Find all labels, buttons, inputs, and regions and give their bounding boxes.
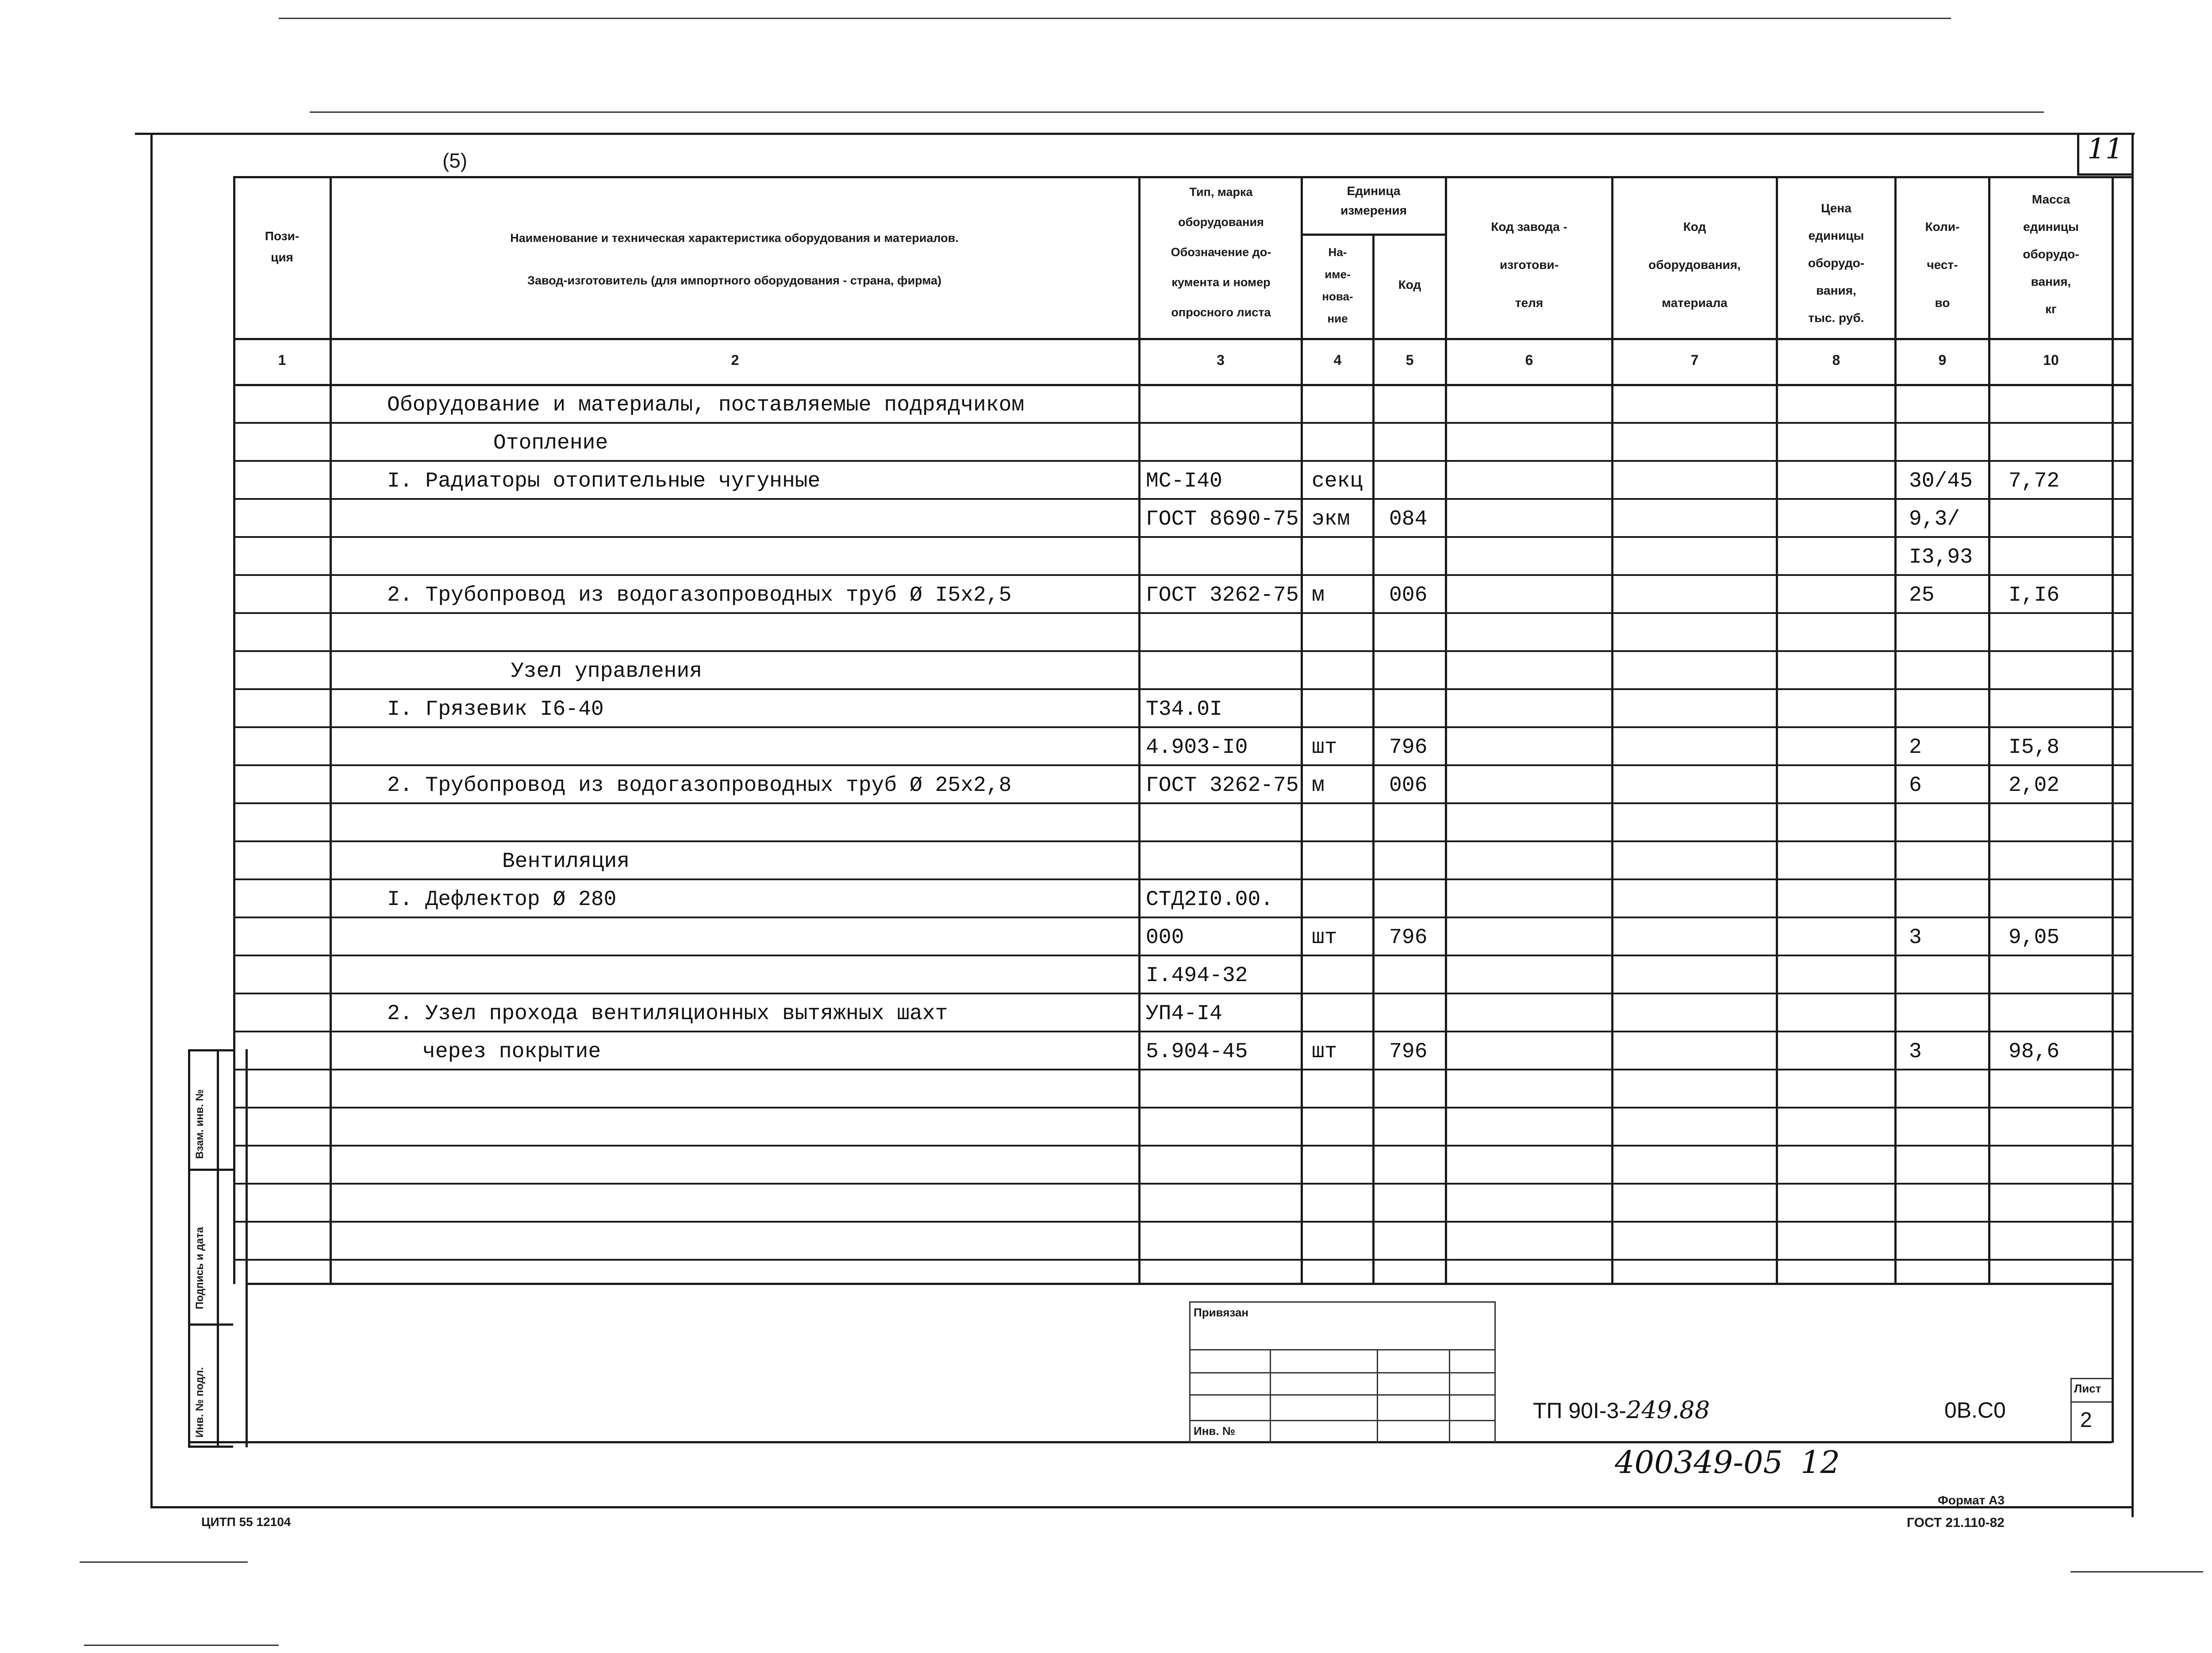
- row-unit-code: 006: [1389, 583, 1428, 607]
- row-line: [233, 422, 2134, 424]
- row-name: Узел управления: [511, 660, 703, 683]
- row-name: Отопление: [493, 431, 608, 455]
- row-name: Оборудование и материалы, поставляемые подрядчиком: [387, 393, 1025, 417]
- sheet-number: 2: [2080, 1408, 2092, 1432]
- row-mass: I5,8: [2008, 736, 2060, 759]
- gost-label: ГОСТ 21.110-82: [1907, 1515, 2005, 1530]
- privyazan-label: Привязан: [1194, 1306, 1249, 1319]
- row-unit: секц: [1312, 469, 1363, 493]
- corner-box-left: [2077, 133, 2079, 175]
- header-equipment-code: Код оборудования, материала: [1648, 220, 1741, 310]
- column-number: 3: [1217, 352, 1225, 368]
- row-type: I.494-32: [1146, 964, 1248, 988]
- row-line: [233, 1107, 2134, 1108]
- handwritten-number-2: 12: [1801, 1444, 1840, 1480]
- row-quantity: 25: [1909, 583, 1935, 607]
- row-name: Вентиляция: [502, 850, 630, 874]
- col-line: [233, 176, 235, 1284]
- title-block-bottom: [188, 1441, 2112, 1443]
- header-quantity: Коли- чест- во: [1925, 220, 1960, 310]
- corner-box-bottom: [2077, 173, 2132, 176]
- row-quantity: 2: [1909, 736, 1922, 759]
- row-line: [233, 1259, 2134, 1261]
- row-line: [233, 1183, 2134, 1185]
- row-line: [233, 460, 2134, 462]
- frame-top: [135, 133, 2135, 135]
- doc-code: [1533, 1398, 1710, 1423]
- row-quantity: 30/45: [1909, 469, 1973, 493]
- handwritten-number: 400349-05: [1615, 1444, 1783, 1480]
- row-name: 2. Трубопровод из водогазопроводных труб Ø I5x2,5: [387, 583, 1012, 607]
- sheet-box: [2070, 1401, 2112, 1403]
- row-name: I. Радиаторы отопительные чугунные: [387, 469, 821, 493]
- side-stamp-vzam: Взам. инв. №: [194, 1089, 206, 1159]
- frame-right: [2131, 133, 2134, 1517]
- row-line: [233, 498, 2134, 500]
- row-type: ГОСТ 3262-75: [1146, 583, 1299, 607]
- title-block-top: [246, 1283, 2112, 1285]
- scan-line: [84, 1645, 279, 1646]
- col-line: [1988, 176, 1990, 1284]
- row-type: МС-I40: [1146, 469, 1222, 493]
- row-name: 2. Узел прохода вентиляционных вытяжных шахт: [387, 1002, 948, 1026]
- row-line: [233, 726, 2134, 728]
- sheet-box: [2070, 1378, 2112, 1379]
- row-line: [233, 650, 2134, 652]
- row-unit: м: [1312, 583, 1325, 607]
- row-line: [233, 1031, 2134, 1032]
- header-mass: Масса единицы оборудо- вания, кг: [2023, 192, 2079, 316]
- row-type: УП4-I4: [1146, 1002, 1222, 1026]
- doc-code-printed: ТП 90I-3-: [1533, 1398, 1626, 1423]
- row-line: [233, 1069, 2134, 1070]
- row-mass: I,I6: [2008, 583, 2060, 607]
- row-name: 2. Трубопровод из водогазопроводных труб Ø 25x2,8: [387, 774, 1012, 798]
- scan-line: [2070, 1571, 2203, 1572]
- row-name: I. Грязевик I6-40: [387, 698, 604, 721]
- header-type: Тип, марка оборудования Обозначение до- кумента и номер опросного листа: [1171, 185, 1271, 319]
- row-unit-code: 796: [1389, 1040, 1428, 1064]
- title-block-left: [246, 1283, 248, 1443]
- column-number: 9: [1938, 352, 1947, 368]
- row-unit-code: 796: [1389, 926, 1428, 950]
- row-line: [233, 878, 2134, 880]
- header-bottom: [233, 338, 2134, 340]
- frame-bottom: [150, 1506, 2132, 1508]
- column-number: 6: [1525, 352, 1533, 368]
- row-mass: 7,72: [2008, 469, 2060, 493]
- row-unit: экм: [1312, 507, 1350, 531]
- row-unit: шт: [1312, 926, 1337, 950]
- title-block-right: [2112, 1283, 2114, 1443]
- column-number: 2: [731, 352, 739, 368]
- row-type: 000: [1146, 926, 1184, 950]
- doc-code-handwritten: 249.88: [1626, 1396, 1710, 1424]
- row-type: 4.903-I0: [1146, 736, 1248, 759]
- sheet-corner-number: 11: [2087, 133, 2124, 165]
- side-stamp-inv-podl: Инв. № подл.: [194, 1367, 206, 1438]
- row-quantity: I3,93: [1909, 545, 1973, 569]
- row-type: СТД2I0.00.: [1146, 888, 1274, 912]
- row-quantity: 3: [1909, 926, 1922, 950]
- header-unit-group: Единица измерения: [1340, 184, 1407, 217]
- row-line: [233, 612, 2134, 614]
- row-line: [233, 802, 2134, 804]
- side-stamp-left: [188, 1049, 190, 1447]
- row-line: [233, 1221, 2134, 1223]
- privyazan-box: [1377, 1349, 1378, 1443]
- page-number: (5): [442, 149, 468, 172]
- row-line: [233, 764, 2134, 766]
- privyazan-box: [1449, 1349, 1450, 1443]
- column-number: 1: [278, 352, 286, 368]
- row-name: через покрытие: [422, 1040, 601, 1064]
- printer-label: ЦИТП 55 12104: [201, 1515, 291, 1529]
- column-number: 5: [1406, 352, 1414, 368]
- sheet-box: [2070, 1378, 2072, 1442]
- column-number: 8: [1832, 352, 1840, 368]
- row-mass: 98,6: [2008, 1040, 2060, 1064]
- side-stamp-right: [217, 1049, 219, 1447]
- row-line: [233, 840, 2134, 842]
- side-stamp-top: [188, 1049, 233, 1051]
- row-quantity: 6: [1909, 774, 1922, 798]
- row-unit-code: 006: [1389, 774, 1428, 798]
- col-line: [1372, 234, 1375, 1284]
- col-line: [1138, 176, 1141, 1284]
- side-stamp-divider: [188, 1169, 233, 1171]
- col-line: [1611, 176, 1613, 1284]
- col-line: [1445, 176, 1447, 1284]
- row-line: [233, 955, 2134, 956]
- row-name: I. Дефлектор Ø 280: [387, 888, 617, 912]
- header-unit-code: Код: [1398, 278, 1421, 291]
- row-type: 5.904-45: [1146, 1040, 1248, 1064]
- col-line: [1894, 176, 1897, 1284]
- col-line: [330, 176, 332, 1284]
- header-name: Наименование и техническая характеристика оборудования и материалов. Завод-изготовитель (для импортного оборудования - страна, фирма): [510, 231, 959, 287]
- scan-line: [310, 111, 2044, 113]
- header-position: Пози- ция: [265, 229, 300, 264]
- row-unit-code: 796: [1389, 736, 1428, 759]
- row-type: ГОСТ 8690-75: [1146, 507, 1299, 531]
- inv-no-label: Инв. №: [1194, 1424, 1235, 1438]
- column-number: 10: [2043, 352, 2059, 368]
- side-stamp-podpis: Подпись и дата: [194, 1227, 206, 1309]
- scan-line: [80, 1561, 248, 1563]
- row-unit: шт: [1312, 736, 1337, 759]
- row-line: [233, 993, 2134, 994]
- column-number: 7: [1690, 352, 1699, 368]
- row-type: ГОСТ 3262-75: [1146, 774, 1299, 798]
- header-price: Цена единицы оборудо- вания, тыс. руб.: [1808, 201, 1865, 325]
- scan-line: [279, 18, 1951, 19]
- row-line: [233, 1145, 2134, 1147]
- row-mass: 9,05: [2008, 926, 2060, 950]
- row-line: [233, 574, 2134, 576]
- numbers-bottom: [233, 384, 2134, 386]
- frame-left: [150, 133, 153, 1508]
- row-quantity: 9,3/: [1909, 507, 1960, 531]
- col-line: [1301, 176, 1303, 1284]
- row-unit: м: [1312, 774, 1325, 798]
- row-line: [233, 536, 2134, 538]
- header-factory-code: Код завода - изготови- теля: [1491, 220, 1567, 310]
- row-unit: шт: [1312, 1040, 1337, 1064]
- format-label: Формат А3: [1938, 1493, 2005, 1507]
- sheet-code: 0В.С0: [1944, 1398, 2006, 1423]
- row-mass: 2,02: [2008, 774, 2060, 798]
- row-type: Т34.0I: [1146, 698, 1222, 721]
- col-line: [2112, 176, 2114, 1284]
- side-stamp-bottom: [188, 1446, 233, 1448]
- privyazan-box: [1189, 1301, 1495, 1303]
- row-unit-code: 084: [1389, 507, 1428, 531]
- side-stamp-divider: [188, 1323, 233, 1326]
- header-unit-name: На- име- нова- ние: [1322, 245, 1353, 325]
- row-line: [233, 917, 2134, 918]
- row-quantity: 3: [1909, 1040, 1922, 1064]
- sheet-label: Лист: [2074, 1382, 2101, 1395]
- column-number: 4: [1333, 352, 1342, 368]
- col-line: [1776, 176, 1778, 1284]
- privyazan-box: [1270, 1349, 1271, 1443]
- row-line: [233, 688, 2134, 690]
